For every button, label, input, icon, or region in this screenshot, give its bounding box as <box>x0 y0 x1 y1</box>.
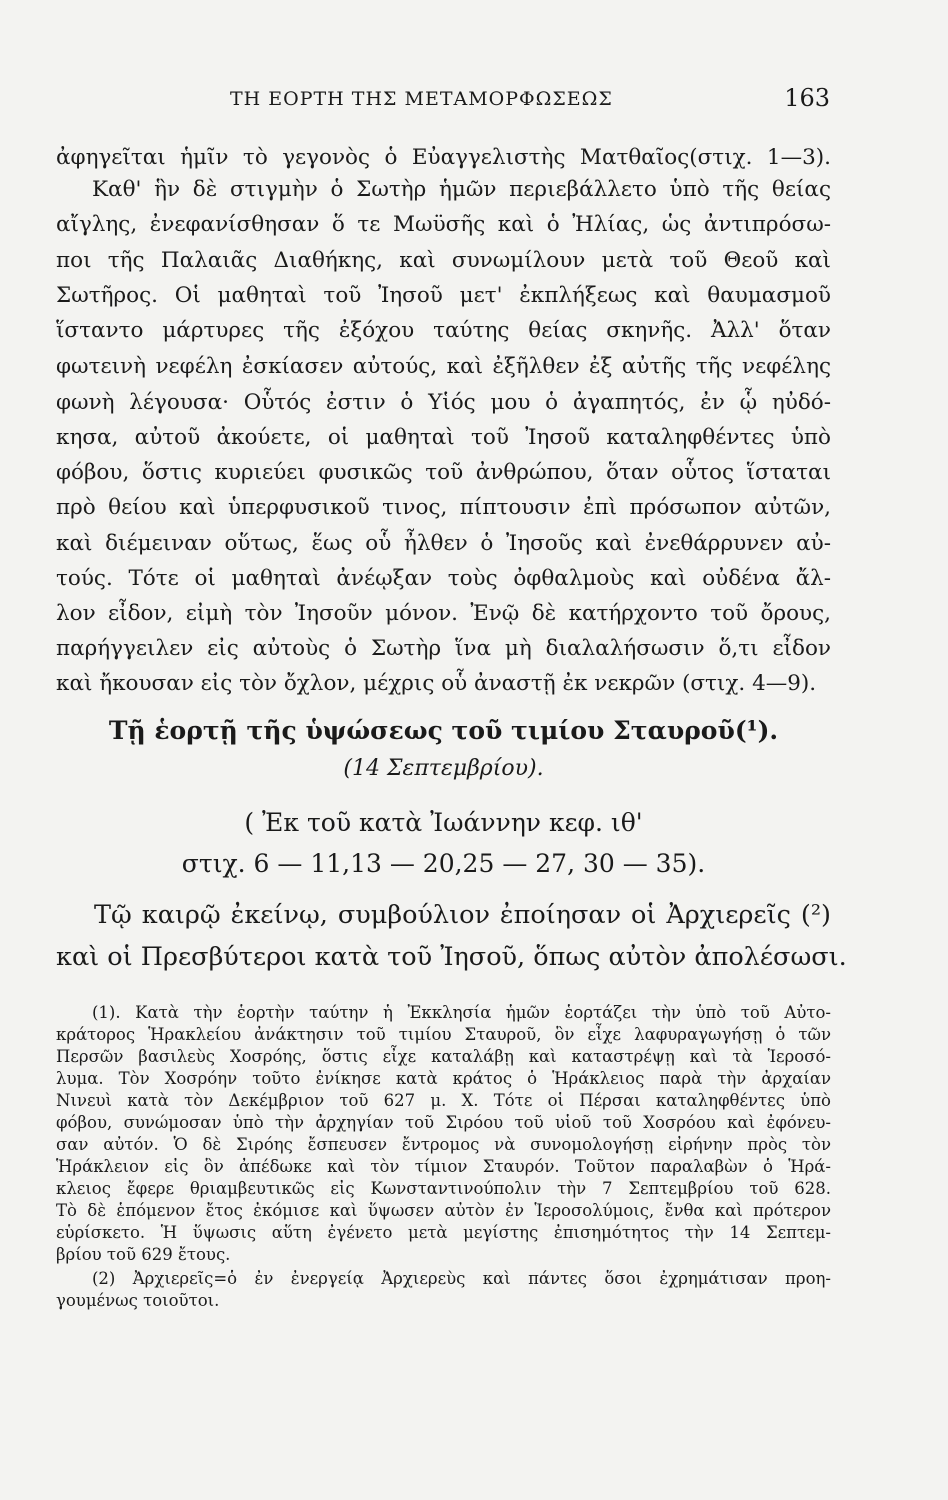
footnote-line: κράτορος Ἡρακλείου ἀνάκτησιν τοῦ τιμίου Σταυροῦ, ὃν εἶχε λαφυραγωγήσῃ ὁ τῶν <box>56 1025 831 1044</box>
text-line: φωνὴ λέγουσα· Οὗτός ἐστιν ὁ Υἱός μου ὁ ἀγαπητός, ἐν ᾧ ηὐδό- <box>56 390 831 415</box>
text-line: ἵσταντο μάρτυρες τῆς ἐξόχου ταύτης θείας σκηνῆς. Ἀλλ' ὅταν <box>56 318 831 343</box>
footnote-line: (2) Ἀρχιερεῖς=ὁ ἐν ἐνεργείᾳ Ἀρχιερεὺς καὶ πάντες ὅσοι ἐχρημάτισαν προη- <box>92 1269 831 1288</box>
footnote-line: Ἡράκλειον εἰς ὃν ἀπέδωκε καὶ τὸν τίμιον Σταυρόν. Τοῦτον παραλαβὼν ὁ Ἡρά- <box>56 1157 831 1176</box>
text-line: Καθ' ἣν δὲ στιγμὴν ὁ Σωτὴρ ἡμῶν περιεβάλλετο ὑπὸ τῆς θείας <box>92 177 831 202</box>
footnote-line: κλειος ἔφερε θριαμβευτικῶς εἰς Κωνσταντινούπολιν τὴν 7 Σεπτεμβρίου τοῦ 628. <box>56 1179 831 1198</box>
scripture-reference-line1: ( Ἐκ τοῦ κατὰ Ἰωάννην κεφ. ιθ' <box>244 808 643 837</box>
text-line: τούς. Τότε οἱ μαθηταὶ ἀνέῳξαν τοὺς ὀφθαλμοὺς καὶ οὐδένα ἄλ- <box>56 566 831 591</box>
footnote-line: εὑρίσκετο. Ἡ ὕψωσις αὕτη ἐγένετο μετὰ μεγίστης ἐπισημότητος τὴν 14 Σεπτεμ- <box>56 1223 831 1242</box>
text-line: λον εἶδον, εἰμὴ τὸν Ἰησοῦν μόνον. Ἐνῷ δὲ κατήρχοντο τοῦ ὄρους, <box>56 601 831 626</box>
gospel-text-line: καὶ οἱ Πρεσβύτεροι κατὰ τοῦ Ἰησοῦ, ὅπως αὐτὸν ἀπολέσωσι. <box>56 942 847 972</box>
footnote-line: Τὸ δὲ ἑπόμενον ἔτος ἐκόμισε καὶ ὕψωσεν αὐτὸν ἐν Ἱεροσολύμοις, ἔνθα καὶ πρότερον <box>56 1201 831 1220</box>
gospel-text-line: Τῷ καιρῷ ἐκείνῳ, συμβούλιον ἐποίησαν οἱ Ἀρχιερεῖς (²) <box>94 900 831 930</box>
text-line: καὶ διέμειναν οὕτως, ἕως οὗ ἦλθεν ὁ Ἰησοῦς καὶ ἐνεθάρρυνεν αὐ- <box>56 531 831 556</box>
scripture-reference-line2: στιχ. 6 — 11,13 — 20,25 — 27, 30 — 35). <box>181 849 706 878</box>
running-head: ΤΗ ΕΟΡΤΗ ΤΗΣ ΜΕΤΑΜΟΡΦΩΣΕΩΣ <box>230 88 613 110</box>
footnote-line: σαν αὐτόν. Ὁ δὲ Σιρόης ἔσπευσεν ἔντρομος νὰ συνομολογήσῃ εἰρήνην πρὸς τὸν <box>56 1135 831 1154</box>
footnote-line: γουμένως τοιοῦτοι. <box>56 1291 220 1310</box>
text-line: παρήγγειλεν εἰς αὐτοὺς ὁ Σωτὴρ ἵνα μὴ διαλαλήσωσιν ὅ,τι εἶδον <box>56 636 831 661</box>
text-line: κησα, αὐτοῦ ἀκούετε, οἱ μαθηταὶ τοῦ Ἰησοῦ καταληφθέντες ὑπὸ <box>56 425 831 450</box>
footnote-line: (1). Κατὰ τὴν ἑορτὴν ταύτην ἡ Ἐκκλησία ἡμῶν ἑορτάζει τὴν ὑπὸ τοῦ Αὐτο- <box>92 1003 831 1022</box>
feast-date: (14 Σεπτεμβρίου). <box>343 756 544 781</box>
text-line: πρὸ θείου καὶ ὑπερφυσικοῦ τινος, πίπτουσιν ἐπὶ πρόσωπον αὐτῶν, <box>56 495 831 520</box>
text-line: φόβου, ὅστις κυριεύει φυσικῶς τοῦ ἀνθρώπου, ὅταν οὗτος ἵσταται <box>56 460 831 485</box>
footnote-line: λυμα. Τὸν Χοσρόην τοῦτο ἐνίκησε κατὰ κράτος ὁ Ἡράκλειος παρὰ τὴν ἀρχαίαν <box>56 1069 831 1088</box>
footnote-line: φόβου, συνώμοσαν ὑπὸ τὴν ἀρχηγίαν τοῦ Σιρόου τοῦ υἱοῦ τοῦ Χοσρόου καὶ ἐφόνευ- <box>56 1113 831 1132</box>
text-line: καὶ ἤκουσαν εἰς τὸν ὄχλον, μέχρις οὗ ἀναστῇ ἐκ νεκρῶν (στιχ. 4—9). <box>56 671 817 696</box>
page-header <box>60 84 830 118</box>
text-line: ποι τῆς Παλαιᾶς Διαθήκης, καὶ συνωμίλουν μετὰ τοῦ Θεοῦ καὶ <box>56 248 831 273</box>
footnote-line: βρίου τοῦ 629 ἔτους. <box>56 1245 231 1264</box>
text-line: φωτεινὴ νεφέλη ἐσκίασεν αὐτούς, καὶ ἐξῆλθεν ἐξ αὐτῆς τῆς νεφέλης <box>56 354 831 379</box>
feast-title: Τῇ ἑορτῇ τῆς ὑψώσεως τοῦ τιμίου Σταυροῦ(¹). <box>108 716 779 745</box>
footnote-line: Νινευὶ κατὰ τὸν Δεκέμβριον τοῦ 627 μ. Χ. Τότε οἱ Πέρσαι καταληφθέντες ὑπὸ <box>56 1091 831 1110</box>
page-number: 163 <box>784 84 830 112</box>
text-line: ἀφηγεῖται ἡμῖν τὸ γεγονὸς ὁ Εὐαγγελιστὴς Ματθαῖος(στιχ. 1—3). <box>56 145 831 170</box>
footnote-line: Περσῶν βασιλεὺς Χοσρόης, ὅστις εἶχε καταλάβῃ καὶ καταστρέψῃ καὶ τὰ Ἱεροσό- <box>56 1047 831 1066</box>
text-line: αἴγλης, ἐνεφανίσθησαν ὅ τε Μωϋσῆς καὶ ὁ Ἠλίας, ὡς ἀντιπρόσω- <box>56 212 831 237</box>
text-line: Σωτῆρος. Οἱ μαθηταὶ τοῦ Ἰησοῦ μετ' ἐκπλήξεως καὶ θαυμασμοῦ <box>56 283 831 308</box>
